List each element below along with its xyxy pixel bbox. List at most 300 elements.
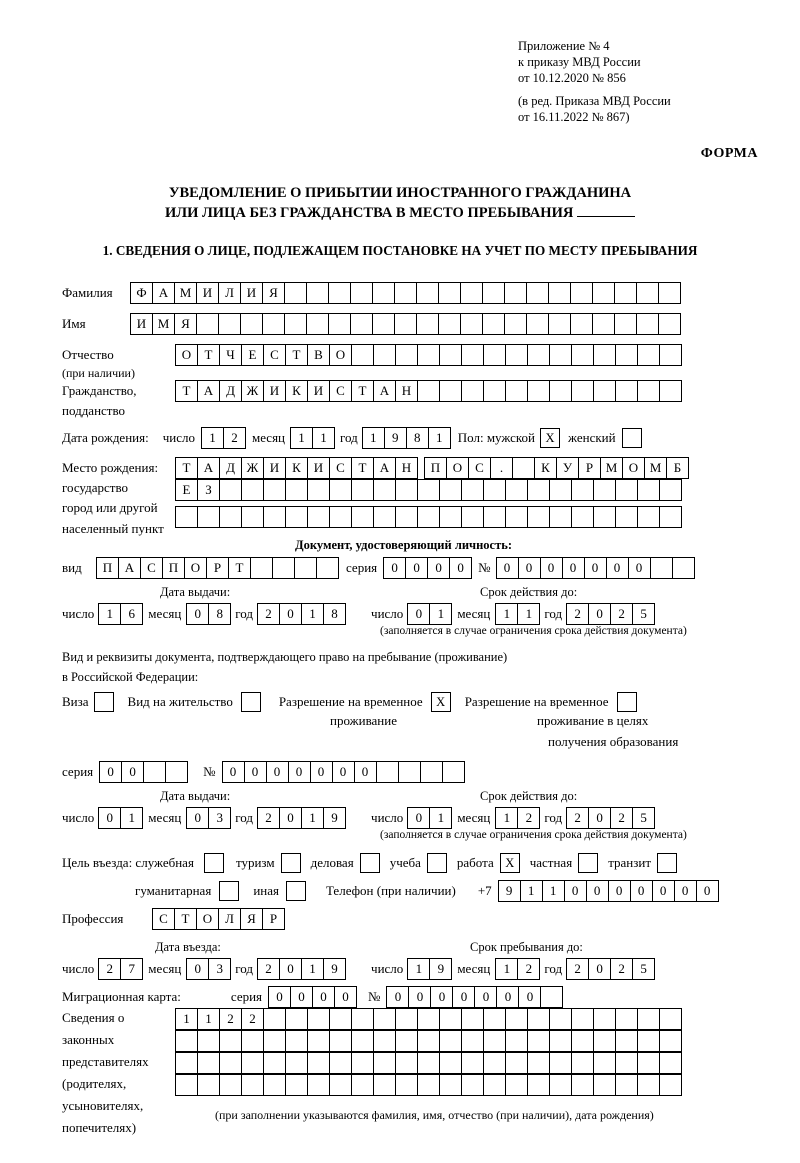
char-cell[interactable]: 0 xyxy=(383,557,406,579)
char-cell[interactable] xyxy=(351,1074,374,1096)
char-cell[interactable]: 0 xyxy=(332,761,355,783)
char-cell[interactable]: 0 xyxy=(496,986,519,1008)
char-cell[interactable] xyxy=(307,1008,330,1030)
char-cell[interactable] xyxy=(373,344,396,366)
stay-until-year-input[interactable] xyxy=(566,958,654,980)
char-cell[interactable] xyxy=(614,282,637,304)
char-cell[interactable] xyxy=(505,344,528,366)
char-cell[interactable]: 5 xyxy=(632,603,655,625)
char-cell[interactable] xyxy=(527,1030,550,1052)
char-cell[interactable]: 5 xyxy=(632,807,655,829)
char-cell[interactable] xyxy=(571,506,594,528)
char-cell[interactable]: Я xyxy=(174,313,197,335)
char-cell[interactable] xyxy=(329,1008,352,1030)
char-cell[interactable] xyxy=(505,1052,528,1074)
char-cell[interactable] xyxy=(615,1008,638,1030)
char-cell[interactable] xyxy=(439,380,462,402)
char-cell[interactable]: 0 xyxy=(430,986,453,1008)
char-cell[interactable]: Б xyxy=(666,457,689,479)
char-cell[interactable] xyxy=(549,1074,572,1096)
char-cell[interactable] xyxy=(241,1030,264,1052)
char-cell[interactable] xyxy=(593,1052,616,1074)
char-cell[interactable] xyxy=(505,479,528,501)
char-cell[interactable]: 1 xyxy=(201,427,224,449)
char-cell[interactable]: 2 xyxy=(219,1008,242,1030)
char-cell[interactable] xyxy=(219,1074,242,1096)
char-cell[interactable] xyxy=(483,506,506,528)
char-cell[interactable] xyxy=(460,313,483,335)
char-cell[interactable]: И xyxy=(307,457,330,479)
char-cell[interactable] xyxy=(549,1052,572,1074)
char-cell[interactable] xyxy=(527,380,550,402)
char-cell[interactable]: 0 xyxy=(407,603,430,625)
char-cell[interactable]: 0 xyxy=(288,761,311,783)
char-cell[interactable] xyxy=(592,313,615,335)
temp-residence-checkbox[interactable]: Х xyxy=(431,692,451,712)
char-cell[interactable] xyxy=(328,313,351,335)
char-cell[interactable] xyxy=(637,1074,660,1096)
entry-year-input[interactable] xyxy=(257,958,345,980)
char-cell[interactable] xyxy=(175,1052,198,1074)
char-cell[interactable]: 1 xyxy=(428,427,451,449)
char-cell[interactable] xyxy=(438,313,461,335)
stay-series-input[interactable] xyxy=(99,761,187,783)
char-cell[interactable]: 7 xyxy=(120,958,143,980)
char-cell[interactable] xyxy=(659,1074,682,1096)
char-cell[interactable]: К xyxy=(534,457,557,479)
char-cell[interactable] xyxy=(329,1030,352,1052)
char-cell[interactable]: 1 xyxy=(495,603,518,625)
birth-day-input[interactable] xyxy=(201,427,245,449)
char-cell[interactable] xyxy=(284,313,307,335)
char-cell[interactable]: Т xyxy=(174,908,197,930)
char-cell[interactable]: 0 xyxy=(630,880,653,902)
profession-input[interactable] xyxy=(152,908,284,930)
char-cell[interactable] xyxy=(570,313,593,335)
char-cell[interactable] xyxy=(637,1008,660,1030)
char-cell[interactable] xyxy=(659,506,682,528)
char-cell[interactable] xyxy=(636,313,659,335)
char-cell[interactable] xyxy=(416,282,439,304)
birth-month-input[interactable] xyxy=(290,427,334,449)
char-cell[interactable] xyxy=(263,1008,286,1030)
char-cell[interactable] xyxy=(504,282,527,304)
char-cell[interactable] xyxy=(219,1052,242,1074)
char-cell[interactable] xyxy=(285,1052,308,1074)
char-cell[interactable] xyxy=(658,282,681,304)
char-cell[interactable] xyxy=(637,506,660,528)
char-cell[interactable]: Т xyxy=(175,457,198,479)
char-cell[interactable] xyxy=(373,1008,396,1030)
char-cell[interactable] xyxy=(351,344,374,366)
char-cell[interactable]: 1 xyxy=(175,1008,198,1030)
char-cell[interactable]: 8 xyxy=(323,603,346,625)
char-cell[interactable] xyxy=(571,1008,594,1030)
char-cell[interactable]: Л xyxy=(218,282,241,304)
char-cell[interactable] xyxy=(175,1030,198,1052)
birth-year-input[interactable] xyxy=(362,427,450,449)
char-cell[interactable]: 0 xyxy=(405,557,428,579)
char-cell[interactable] xyxy=(571,1052,594,1074)
char-cell[interactable] xyxy=(461,1008,484,1030)
char-cell[interactable] xyxy=(373,1074,396,1096)
doc-issue-day-input[interactable] xyxy=(98,603,142,625)
char-cell[interactable] xyxy=(284,282,307,304)
char-cell[interactable] xyxy=(307,1052,330,1074)
char-cell[interactable] xyxy=(637,479,660,501)
char-cell[interactable]: Н xyxy=(395,380,418,402)
char-cell[interactable]: С xyxy=(263,344,286,366)
birth-city-input-3[interactable] xyxy=(175,506,681,528)
char-cell[interactable]: И xyxy=(196,282,219,304)
char-cell[interactable]: А xyxy=(118,557,141,579)
phone-input[interactable] xyxy=(498,880,718,902)
char-cell[interactable]: 0 xyxy=(354,761,377,783)
char-cell[interactable]: С xyxy=(140,557,163,579)
char-cell[interactable] xyxy=(262,313,285,335)
char-cell[interactable]: О xyxy=(196,908,219,930)
char-cell[interactable] xyxy=(328,282,351,304)
char-cell[interactable] xyxy=(351,506,374,528)
char-cell[interactable]: 0 xyxy=(608,880,631,902)
char-cell[interactable] xyxy=(417,1052,440,1074)
mc-series-input[interactable] xyxy=(268,986,356,1008)
char-cell[interactable]: М xyxy=(644,457,667,479)
char-cell[interactable]: 6 xyxy=(120,603,143,625)
char-cell[interactable] xyxy=(420,761,443,783)
char-cell[interactable] xyxy=(263,1074,286,1096)
char-cell[interactable] xyxy=(263,479,286,501)
doc-number-input[interactable] xyxy=(496,557,694,579)
char-cell[interactable]: 1 xyxy=(362,427,385,449)
entry-month-input[interactable] xyxy=(186,958,230,980)
char-cell[interactable] xyxy=(417,1030,440,1052)
char-cell[interactable] xyxy=(659,479,682,501)
char-cell[interactable]: М xyxy=(152,313,175,335)
doc-valid-month-input[interactable] xyxy=(495,603,539,625)
char-cell[interactable]: М xyxy=(174,282,197,304)
doc-valid-day-input[interactable] xyxy=(407,603,451,625)
char-cell[interactable] xyxy=(548,282,571,304)
char-cell[interactable] xyxy=(285,479,308,501)
char-cell[interactable] xyxy=(637,380,660,402)
purpose-other-checkbox[interactable] xyxy=(286,881,306,901)
char-cell[interactable]: С xyxy=(329,457,352,479)
char-cell[interactable] xyxy=(571,380,594,402)
legal-rep-input-2[interactable] xyxy=(175,1030,681,1052)
legal-rep-input-1[interactable] xyxy=(175,1008,681,1030)
char-cell[interactable] xyxy=(241,479,264,501)
char-cell[interactable]: 2 xyxy=(223,427,246,449)
char-cell[interactable] xyxy=(505,380,528,402)
char-cell[interactable] xyxy=(461,380,484,402)
char-cell[interactable] xyxy=(417,344,440,366)
name-input[interactable] xyxy=(130,313,680,335)
char-cell[interactable] xyxy=(659,1008,682,1030)
doc-issue-month-input[interactable] xyxy=(186,603,230,625)
char-cell[interactable] xyxy=(373,1052,396,1074)
char-cell[interactable] xyxy=(637,344,660,366)
char-cell[interactable] xyxy=(372,313,395,335)
char-cell[interactable]: 0 xyxy=(474,986,497,1008)
char-cell[interactable]: 1 xyxy=(301,603,324,625)
doc-kind-input[interactable] xyxy=(96,557,338,579)
char-cell[interactable]: Л xyxy=(218,908,241,930)
char-cell[interactable] xyxy=(350,282,373,304)
char-cell[interactable] xyxy=(637,1030,660,1052)
char-cell[interactable] xyxy=(329,506,352,528)
char-cell[interactable]: 0 xyxy=(588,603,611,625)
char-cell[interactable]: 2 xyxy=(566,958,589,980)
char-cell[interactable]: 1 xyxy=(301,958,324,980)
char-cell[interactable]: 1 xyxy=(312,427,335,449)
char-cell[interactable]: Р xyxy=(206,557,229,579)
entry-day-input[interactable] xyxy=(98,958,142,980)
char-cell[interactable] xyxy=(659,380,682,402)
patronymic-input[interactable] xyxy=(175,344,681,366)
char-cell[interactable]: 0 xyxy=(279,807,302,829)
char-cell[interactable] xyxy=(316,557,339,579)
char-cell[interactable]: Т xyxy=(175,380,198,402)
char-cell[interactable] xyxy=(395,344,418,366)
char-cell[interactable] xyxy=(241,506,264,528)
char-cell[interactable]: Ч xyxy=(219,344,242,366)
char-cell[interactable] xyxy=(438,282,461,304)
char-cell[interactable]: А xyxy=(152,282,175,304)
char-cell[interactable] xyxy=(394,282,417,304)
purpose-tourism-checkbox[interactable] xyxy=(281,853,301,873)
char-cell[interactable]: О xyxy=(184,557,207,579)
char-cell[interactable]: Ж xyxy=(241,457,264,479)
char-cell[interactable] xyxy=(439,1008,462,1030)
char-cell[interactable]: 0 xyxy=(564,880,587,902)
char-cell[interactable]: 0 xyxy=(121,761,144,783)
char-cell[interactable] xyxy=(593,479,616,501)
char-cell[interactable] xyxy=(461,506,484,528)
char-cell[interactable] xyxy=(439,344,462,366)
char-cell[interactable]: И xyxy=(307,380,330,402)
char-cell[interactable] xyxy=(373,479,396,501)
edu-residence-checkbox[interactable] xyxy=(617,692,637,712)
char-cell[interactable] xyxy=(395,1030,418,1052)
purpose-work-checkbox[interactable]: Х xyxy=(500,853,520,873)
char-cell[interactable] xyxy=(571,1074,594,1096)
char-cell[interactable] xyxy=(143,761,166,783)
char-cell[interactable]: 0 xyxy=(268,986,291,1008)
char-cell[interactable] xyxy=(461,479,484,501)
char-cell[interactable] xyxy=(615,506,638,528)
char-cell[interactable]: А xyxy=(373,380,396,402)
stay-issue-year-input[interactable] xyxy=(257,807,345,829)
char-cell[interactable] xyxy=(263,506,286,528)
char-cell[interactable] xyxy=(527,479,550,501)
char-cell[interactable] xyxy=(659,1030,682,1052)
char-cell[interactable] xyxy=(351,1008,374,1030)
char-cell[interactable] xyxy=(394,313,417,335)
char-cell[interactable] xyxy=(329,1052,352,1074)
char-cell[interactable] xyxy=(483,1052,506,1074)
legal-rep-input-3[interactable] xyxy=(175,1052,681,1074)
char-cell[interactable]: А xyxy=(197,380,220,402)
char-cell[interactable]: 1 xyxy=(98,603,121,625)
char-cell[interactable]: 3 xyxy=(208,958,231,980)
char-cell[interactable] xyxy=(461,1074,484,1096)
char-cell[interactable] xyxy=(307,1030,330,1052)
char-cell[interactable]: 0 xyxy=(407,807,430,829)
char-cell[interactable]: 1 xyxy=(120,807,143,829)
char-cell[interactable] xyxy=(329,1074,352,1096)
char-cell[interactable] xyxy=(482,282,505,304)
doc-series-input[interactable] xyxy=(383,557,471,579)
char-cell[interactable] xyxy=(571,479,594,501)
char-cell[interactable]: 9 xyxy=(323,807,346,829)
char-cell[interactable] xyxy=(285,1030,308,1052)
char-cell[interactable] xyxy=(307,1074,330,1096)
char-cell[interactable] xyxy=(571,1030,594,1052)
char-cell[interactable]: И xyxy=(130,313,153,335)
char-cell[interactable] xyxy=(483,1074,506,1096)
char-cell[interactable]: 2 xyxy=(517,958,540,980)
char-cell[interactable]: И xyxy=(263,380,286,402)
char-cell[interactable] xyxy=(285,1008,308,1030)
char-cell[interactable]: 2 xyxy=(566,807,589,829)
char-cell[interactable] xyxy=(614,313,637,335)
char-cell[interactable] xyxy=(439,1074,462,1096)
char-cell[interactable] xyxy=(306,282,329,304)
char-cell[interactable]: О xyxy=(175,344,198,366)
char-cell[interactable]: 0 xyxy=(98,807,121,829)
char-cell[interactable] xyxy=(505,1074,528,1096)
char-cell[interactable] xyxy=(351,1052,374,1074)
char-cell[interactable] xyxy=(307,479,330,501)
char-cell[interactable]: 1 xyxy=(290,427,313,449)
purpose-transit-checkbox[interactable] xyxy=(657,853,677,873)
char-cell[interactable]: К xyxy=(285,457,308,479)
char-cell[interactable]: 0 xyxy=(562,557,585,579)
char-cell[interactable] xyxy=(351,479,374,501)
visa-checkbox[interactable] xyxy=(94,692,114,712)
char-cell[interactable] xyxy=(659,1052,682,1074)
char-cell[interactable] xyxy=(593,1008,616,1030)
char-cell[interactable] xyxy=(460,282,483,304)
char-cell[interactable] xyxy=(615,479,638,501)
char-cell[interactable]: С xyxy=(152,908,175,930)
char-cell[interactable]: 0 xyxy=(674,880,697,902)
char-cell[interactable] xyxy=(615,1052,638,1074)
char-cell[interactable] xyxy=(548,313,571,335)
char-cell[interactable] xyxy=(593,1074,616,1096)
char-cell[interactable]: 0 xyxy=(279,603,302,625)
char-cell[interactable]: Н xyxy=(395,457,418,479)
sex-male-checkbox[interactable]: Х xyxy=(540,428,560,448)
char-cell[interactable]: 0 xyxy=(427,557,450,579)
char-cell[interactable]: С xyxy=(329,380,352,402)
char-cell[interactable]: О xyxy=(329,344,352,366)
char-cell[interactable] xyxy=(439,506,462,528)
char-cell[interactable]: 9 xyxy=(429,958,452,980)
char-cell[interactable] xyxy=(637,1052,660,1074)
char-cell[interactable]: 1 xyxy=(495,807,518,829)
char-cell[interactable]: 0 xyxy=(449,557,472,579)
char-cell[interactable] xyxy=(570,282,593,304)
char-cell[interactable]: 2 xyxy=(98,958,121,980)
char-cell[interactable]: 0 xyxy=(244,761,267,783)
char-cell[interactable]: А xyxy=(197,457,220,479)
doc-issue-year-input[interactable] xyxy=(257,603,345,625)
char-cell[interactable] xyxy=(482,313,505,335)
purpose-service-checkbox[interactable] xyxy=(204,853,224,873)
char-cell[interactable]: К xyxy=(285,380,308,402)
char-cell[interactable] xyxy=(593,1030,616,1052)
char-cell[interactable]: Е xyxy=(241,344,264,366)
char-cell[interactable]: 0 xyxy=(628,557,651,579)
char-cell[interactable]: 0 xyxy=(186,958,209,980)
char-cell[interactable] xyxy=(306,313,329,335)
char-cell[interactable]: 0 xyxy=(496,557,519,579)
char-cell[interactable]: 0 xyxy=(452,986,475,1008)
stay-until-month-input[interactable] xyxy=(495,958,539,980)
char-cell[interactable]: Я xyxy=(240,908,263,930)
char-cell[interactable] xyxy=(219,479,242,501)
char-cell[interactable] xyxy=(307,506,330,528)
char-cell[interactable]: 9 xyxy=(498,880,521,902)
char-cell[interactable]: 0 xyxy=(518,557,541,579)
char-cell[interactable]: М xyxy=(600,457,623,479)
char-cell[interactable] xyxy=(527,506,550,528)
char-cell[interactable] xyxy=(527,1074,550,1096)
stay-valid-year-input[interactable] xyxy=(566,807,654,829)
surname-input[interactable] xyxy=(130,282,680,304)
char-cell[interactable]: 0 xyxy=(310,761,333,783)
char-cell[interactable] xyxy=(504,313,527,335)
char-cell[interactable]: 1 xyxy=(520,880,543,902)
char-cell[interactable] xyxy=(395,1008,418,1030)
char-cell[interactable] xyxy=(650,557,673,579)
char-cell[interactable] xyxy=(241,1074,264,1096)
char-cell[interactable]: 0 xyxy=(266,761,289,783)
char-cell[interactable]: А xyxy=(373,457,396,479)
char-cell[interactable] xyxy=(263,1052,286,1074)
char-cell[interactable]: Р xyxy=(578,457,601,479)
char-cell[interactable] xyxy=(417,1074,440,1096)
char-cell[interactable]: П xyxy=(424,457,447,479)
char-cell[interactable] xyxy=(483,344,506,366)
birth-city-input-2[interactable] xyxy=(175,479,681,501)
char-cell[interactable]: 1 xyxy=(429,807,452,829)
char-cell[interactable]: 1 xyxy=(429,603,452,625)
char-cell[interactable]: Е xyxy=(175,479,198,501)
char-cell[interactable]: П xyxy=(96,557,119,579)
char-cell[interactable]: 0 xyxy=(588,958,611,980)
birth-state-input[interactable] xyxy=(175,457,417,479)
char-cell[interactable] xyxy=(351,1030,374,1052)
char-cell[interactable]: 2 xyxy=(257,603,280,625)
char-cell[interactable]: 1 xyxy=(301,807,324,829)
char-cell[interactable] xyxy=(672,557,695,579)
char-cell[interactable]: 0 xyxy=(696,880,719,902)
char-cell[interactable] xyxy=(592,282,615,304)
char-cell[interactable] xyxy=(197,1074,220,1096)
char-cell[interactable] xyxy=(350,313,373,335)
char-cell[interactable]: 0 xyxy=(408,986,431,1008)
char-cell[interactable] xyxy=(395,1074,418,1096)
char-cell[interactable]: З xyxy=(197,479,220,501)
char-cell[interactable] xyxy=(527,344,550,366)
char-cell[interactable] xyxy=(285,1074,308,1096)
char-cell[interactable] xyxy=(549,506,572,528)
char-cell[interactable] xyxy=(272,557,295,579)
char-cell[interactable]: Ф xyxy=(130,282,153,304)
